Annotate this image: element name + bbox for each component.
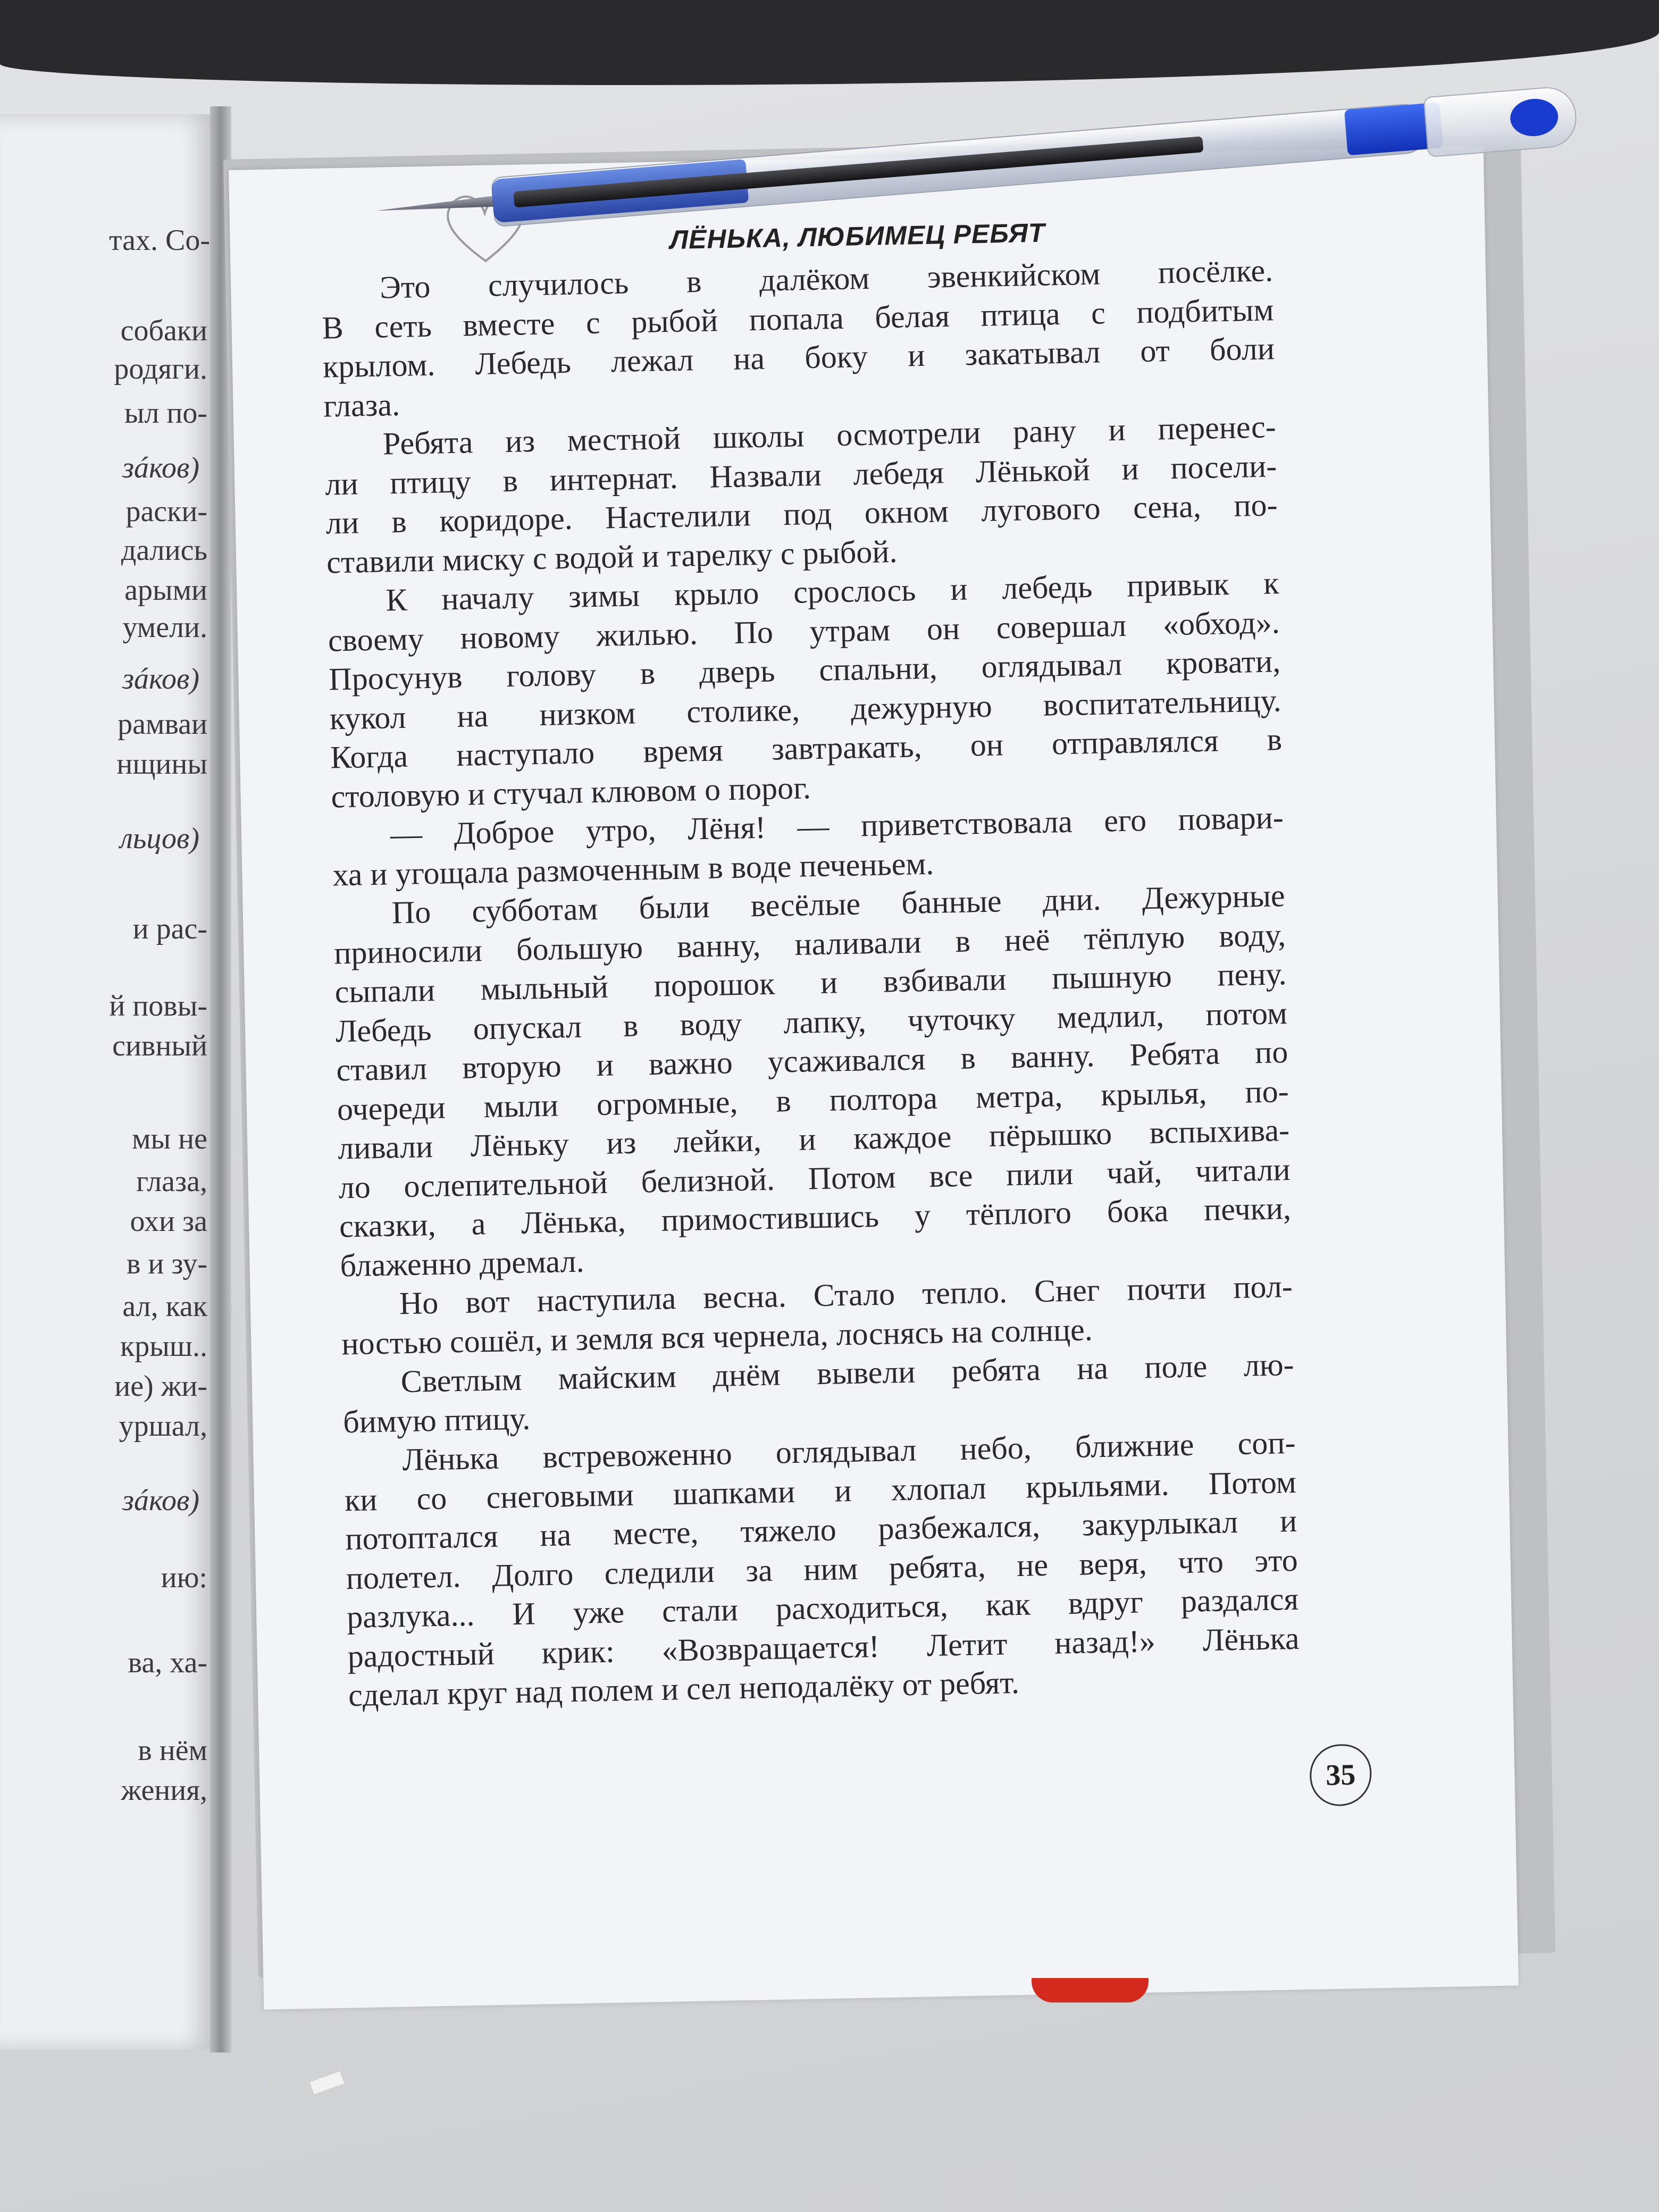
story-line: потоптался на месте, тяжело разбежался, закурлыкал и <box>345 1503 1297 1557</box>
left-page-line: мы не <box>132 1122 207 1155</box>
story-line: Это случилось в далёком эвенкийском посёлке. <box>379 253 1273 305</box>
left-page-line: ал, как <box>122 1290 207 1323</box>
story-line: столовую и стучал клювом о порог. <box>331 769 811 815</box>
page-number: 35 <box>1309 1744 1372 1806</box>
story-line: ло ослепительной белизной. Потом все пили чай, читали <box>338 1151 1291 1205</box>
story-line: К началу зимы крыло срослось и лебедь привык к <box>385 565 1279 618</box>
left-page-line: льцов) <box>120 822 199 855</box>
story-line: Когда наступало время завтракать, он отправлялся в <box>330 722 1283 775</box>
left-page-line: охи за <box>130 1205 207 1238</box>
story-line: крылом. Лебедь лежал на боку и закатывал от боли <box>322 331 1275 384</box>
left-page <box>0 114 215 2050</box>
left-page-line: зáков) <box>122 451 199 484</box>
left-page-line: зáков) <box>122 1484 199 1517</box>
story-line: сказки, а Лёнька, примостившись у тёплого бока печки, <box>339 1191 1292 1244</box>
story-line: кукол на низком столике, дежурную воспитательницу. <box>329 682 1282 736</box>
left-page-line: глаза, <box>136 1165 207 1198</box>
left-page-line: й повы- <box>109 990 207 1023</box>
left-page-line: в нём <box>138 1734 207 1767</box>
story-line: — Доброе утро, Лёня! — приветствовала его повари- <box>390 800 1284 852</box>
story-line: Но вот наступила весна. Стало тепло. Снег почти пол- <box>399 1268 1293 1321</box>
left-page-line: в и зу- <box>126 1247 207 1280</box>
story-line: Ребята из местной школы осмотрели рану и перенес- <box>382 409 1277 462</box>
story-line: бимую птицу. <box>342 1401 531 1439</box>
red-bookmark <box>1032 1978 1149 2002</box>
left-page-line: раски- <box>125 495 207 528</box>
story-line: ли птицу в интернат. Назвали лебедя Лёнькой и посели- <box>324 448 1277 502</box>
left-page-line: сивный <box>112 1029 207 1062</box>
pen-tip <box>375 195 504 216</box>
right-page <box>229 146 1519 2010</box>
story-line: полетел. Долго следили за ним ребята, не веря, что это <box>346 1542 1298 1596</box>
story-line: ставил вторую и важно усаживался в ванну. Ребята по <box>336 1034 1288 1088</box>
story-line: разлука... И уже стали расходиться, как вдруг раздался <box>346 1581 1299 1635</box>
story-line: ки со снеговыми шапками и хлопал крыльями. Потом <box>344 1464 1297 1518</box>
left-page-line: арыми <box>124 574 207 607</box>
story-line: ли в коридоре. Настелили под окном лугового сена, по- <box>325 487 1278 541</box>
story-line: ха и угощала размоченным в воде печеньем. <box>332 845 934 892</box>
left-page-line: ие) жи- <box>114 1370 207 1403</box>
story-line: В сеть вместе с рыбой попала белая птица с подбитым <box>322 291 1275 346</box>
story-line: Светлым майским днём вывели ребята на поле лю- <box>400 1346 1295 1400</box>
left-page-line: нщины <box>116 748 207 781</box>
left-page-line: умели. <box>122 611 207 644</box>
left-page-line: ию: <box>161 1561 207 1594</box>
story-title: ЛЁНЬКА, ЛЮБИМЕЦ РЕБЯТ <box>669 217 1045 255</box>
story-line: очереди мыли огромные, в полтора метра, крылья, по- <box>337 1073 1289 1127</box>
story-line: По субботам были весёлые банные дни. Дежурные <box>391 878 1286 931</box>
left-page-line: дались <box>121 534 207 567</box>
story-line: ностью сошёл, и земля вся чернела, лоснясь на солнце. <box>341 1311 1093 1361</box>
story-line: своему новому жилью. По утрам он совершал «обход». <box>328 604 1280 658</box>
left-page-line: рамваи <box>118 708 207 741</box>
story-line: Лебедь опускал в воду лапку, чуточку медлил, потом <box>335 995 1288 1049</box>
left-page-line: родяги. <box>114 353 207 386</box>
left-page-line: ыл по- <box>124 397 207 430</box>
story-line: сыпали мыльный порошок и взбивали пышную пену. <box>334 956 1287 1010</box>
story-line: приносили большую ванну, наливали в неё тёплую воду, <box>333 917 1286 970</box>
story-line: радостный крик: «Возвращается! Летит назад!» Лёнька <box>347 1620 1300 1674</box>
left-page-line: жения, <box>121 1774 207 1807</box>
story-line: Просунув голову в дверь спальни, оглядывал кровати, <box>328 643 1281 697</box>
left-page-line: и рас- <box>132 912 207 945</box>
story-line: ливали Лёньку из лейки, и каждое пёрышко вспыхива- <box>337 1112 1290 1166</box>
story-line: глаза. <box>323 387 400 424</box>
left-page-line: зáков) <box>122 663 199 696</box>
story-line: Лёнька встревоженно оглядывал небо, ближние соп- <box>401 1425 1296 1478</box>
left-page-line: крыш.. <box>120 1330 207 1363</box>
story-line: ставили миску с водой и тарелку с рыбой. <box>326 533 898 580</box>
left-page-line: уршал, <box>119 1410 207 1443</box>
left-page-line: собаки <box>120 314 207 347</box>
story-line: сделал круг над полем и сел неподалёку от ребят. <box>348 1664 1020 1713</box>
left-page-line: тах. Со- <box>108 224 210 257</box>
left-page-line: ва, ха- <box>128 1646 207 1679</box>
story-text <box>321 251 1301 1715</box>
story-line: блаженно дремал. <box>339 1243 585 1283</box>
